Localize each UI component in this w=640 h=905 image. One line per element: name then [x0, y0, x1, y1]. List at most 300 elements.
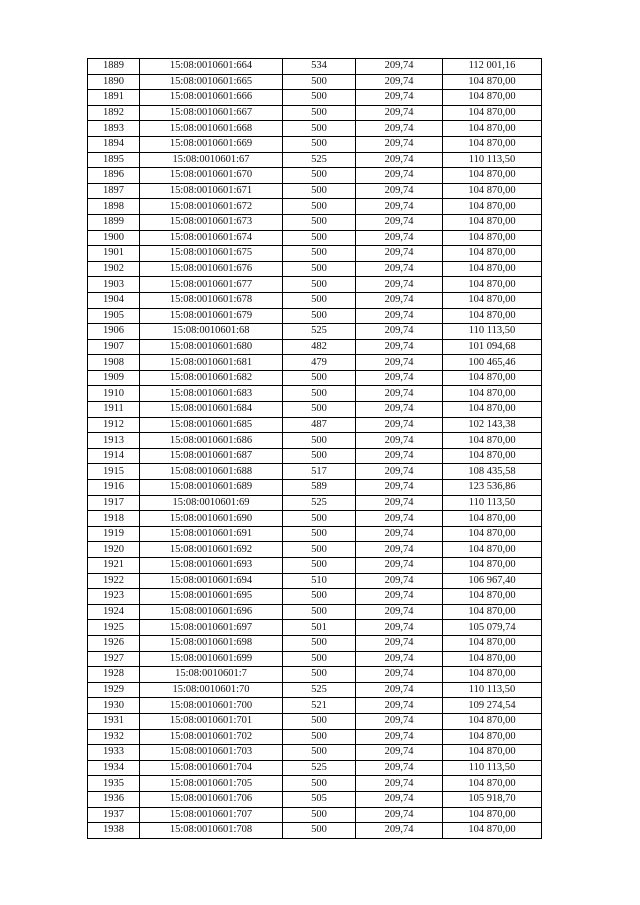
table-row	[88, 807, 542, 823]
value-cell: 104 870,00	[443, 511, 542, 527]
cadastral-number-cell: 15:08:0010601:683	[140, 386, 283, 402]
cadastral-number-cell: 15:08:0010601:701	[140, 713, 283, 729]
table-row	[88, 355, 542, 371]
rate-cell: 209,74	[356, 823, 443, 839]
value-cell: 104 870,00	[443, 776, 542, 792]
cadastral-number-cell: 15:08:0010601:682	[140, 370, 283, 386]
area-cell: 500	[283, 667, 356, 683]
row-number-cell: 1938	[88, 823, 140, 839]
area-cell: 500	[283, 183, 356, 199]
row-number-cell: 1921	[88, 558, 140, 574]
row-number-cell: 1902	[88, 261, 140, 277]
cadastral-number-cell: 15:08:0010601:69	[140, 495, 283, 511]
row-number-cell: 1890	[88, 74, 140, 90]
row-number-cell: 1933	[88, 745, 140, 761]
table-row	[88, 698, 542, 714]
value-cell: 104 870,00	[443, 214, 542, 230]
value-cell: 104 870,00	[443, 292, 542, 308]
rate-cell: 209,74	[356, 635, 443, 651]
row-number-cell: 1915	[88, 464, 140, 480]
area-cell: 517	[283, 464, 356, 480]
value-cell: 104 870,00	[443, 558, 542, 574]
row-number-cell: 1917	[88, 495, 140, 511]
rate-cell: 209,74	[356, 589, 443, 605]
rate-cell: 209,74	[356, 214, 443, 230]
table-row	[88, 417, 542, 433]
rate-cell: 209,74	[356, 105, 443, 121]
table-row	[88, 448, 542, 464]
value-cell: 105 918,70	[443, 791, 542, 807]
value-cell: 112 001,16	[443, 59, 542, 75]
rate-cell: 209,74	[356, 760, 443, 776]
area-cell: 500	[283, 90, 356, 106]
rate-cell: 209,74	[356, 729, 443, 745]
row-number-cell: 1900	[88, 230, 140, 246]
table-row	[88, 589, 542, 605]
cadastral-number-cell: 15:08:0010601:685	[140, 417, 283, 433]
area-cell: 500	[283, 168, 356, 184]
rate-cell: 209,74	[356, 807, 443, 823]
row-number-cell: 1899	[88, 214, 140, 230]
rate-cell: 209,74	[356, 402, 443, 418]
value-cell: 104 870,00	[443, 105, 542, 121]
value-cell: 101 094,68	[443, 339, 542, 355]
cadastral-number-cell: 15:08:0010601:703	[140, 745, 283, 761]
cadastral-number-cell: 15:08:0010601:702	[140, 729, 283, 745]
cadastral-number-cell: 15:08:0010601:679	[140, 308, 283, 324]
row-number-cell: 1897	[88, 183, 140, 199]
table-row	[88, 823, 542, 839]
row-number-cell: 1898	[88, 199, 140, 215]
cadastral-number-cell: 15:08:0010601:675	[140, 246, 283, 262]
cadastral-number-cell: 15:08:0010601:698	[140, 635, 283, 651]
value-cell: 104 870,00	[443, 402, 542, 418]
value-cell: 104 870,00	[443, 90, 542, 106]
value-cell: 108 435,58	[443, 464, 542, 480]
value-cell: 104 870,00	[443, 589, 542, 605]
row-number-cell: 1934	[88, 760, 140, 776]
rate-cell: 209,74	[356, 776, 443, 792]
value-cell: 106 967,40	[443, 573, 542, 589]
rate-cell: 209,74	[356, 682, 443, 698]
cadastral-number-cell: 15:08:0010601:690	[140, 511, 283, 527]
value-cell: 104 870,00	[443, 542, 542, 558]
cadastral-number-cell: 15:08:0010601:669	[140, 136, 283, 152]
cadastral-number-cell: 15:08:0010601:686	[140, 433, 283, 449]
cadastral-number-cell: 15:08:0010601:673	[140, 214, 283, 230]
rate-cell: 209,74	[356, 74, 443, 90]
row-number-cell: 1931	[88, 713, 140, 729]
table-row	[88, 59, 542, 75]
cadastral-number-cell: 15:08:0010601:664	[140, 59, 283, 75]
area-cell: 500	[283, 542, 356, 558]
cadastral-number-cell: 15:08:0010601:693	[140, 558, 283, 574]
area-cell: 500	[283, 308, 356, 324]
rate-cell: 209,74	[356, 526, 443, 542]
rate-cell: 209,74	[356, 495, 443, 511]
rate-cell: 209,74	[356, 745, 443, 761]
area-cell: 500	[283, 776, 356, 792]
area-cell: 500	[283, 433, 356, 449]
area-cell: 500	[283, 261, 356, 277]
table-row	[88, 199, 542, 215]
value-cell: 104 870,00	[443, 667, 542, 683]
area-cell: 500	[283, 136, 356, 152]
cadastral-number-cell: 15:08:0010601:695	[140, 589, 283, 605]
row-number-cell: 1912	[88, 417, 140, 433]
area-cell: 501	[283, 620, 356, 636]
rate-cell: 209,74	[356, 121, 443, 137]
value-cell: 110 113,50	[443, 760, 542, 776]
rate-cell: 209,74	[356, 90, 443, 106]
table-row	[88, 324, 542, 340]
table-row	[88, 713, 542, 729]
area-cell: 500	[283, 823, 356, 839]
rate-cell: 209,74	[356, 448, 443, 464]
rate-cell: 209,74	[356, 480, 443, 496]
cadastral-number-cell: 15:08:0010601:671	[140, 183, 283, 199]
rate-cell: 209,74	[356, 511, 443, 527]
area-cell: 500	[283, 511, 356, 527]
row-number-cell: 1891	[88, 90, 140, 106]
table-row	[88, 136, 542, 152]
table-row	[88, 74, 542, 90]
rate-cell: 209,74	[356, 573, 443, 589]
cadastral-number-cell: 15:08:0010601:667	[140, 105, 283, 121]
area-cell: 500	[283, 807, 356, 823]
row-number-cell: 1922	[88, 573, 140, 589]
row-number-cell: 1923	[88, 589, 140, 605]
area-cell: 500	[283, 589, 356, 605]
table-row	[88, 168, 542, 184]
table-row	[88, 542, 542, 558]
area-cell: 500	[283, 292, 356, 308]
area-cell: 500	[283, 386, 356, 402]
rate-cell: 209,74	[356, 246, 443, 262]
area-cell: 525	[283, 324, 356, 340]
rate-cell: 209,74	[356, 59, 443, 75]
row-number-cell: 1906	[88, 324, 140, 340]
rate-cell: 209,74	[356, 433, 443, 449]
area-cell: 500	[283, 526, 356, 542]
table-row	[88, 370, 542, 386]
area-cell: 525	[283, 495, 356, 511]
row-number-cell: 1937	[88, 807, 140, 823]
cadastral-number-cell: 15:08:0010601:674	[140, 230, 283, 246]
cadastral-number-cell: 15:08:0010601:707	[140, 807, 283, 823]
rate-cell: 209,74	[356, 308, 443, 324]
table-body	[88, 59, 542, 839]
table-row	[88, 292, 542, 308]
cadastral-number-cell: 15:08:0010601:694	[140, 573, 283, 589]
row-number-cell: 1932	[88, 729, 140, 745]
value-cell: 104 870,00	[443, 713, 542, 729]
row-number-cell: 1919	[88, 526, 140, 542]
table-row	[88, 729, 542, 745]
value-cell: 104 870,00	[443, 168, 542, 184]
rate-cell: 209,74	[356, 183, 443, 199]
value-cell: 104 870,00	[443, 448, 542, 464]
rate-cell: 209,74	[356, 339, 443, 355]
cadastral-number-cell: 15:08:0010601:678	[140, 292, 283, 308]
cadastral-number-cell: 15:08:0010601:68	[140, 324, 283, 340]
cadastral-number-cell: 15:08:0010601:689	[140, 480, 283, 496]
rate-cell: 209,74	[356, 324, 443, 340]
rate-cell: 209,74	[356, 464, 443, 480]
value-cell: 104 870,00	[443, 729, 542, 745]
table-row	[88, 339, 542, 355]
table-row	[88, 214, 542, 230]
value-cell: 102 143,38	[443, 417, 542, 433]
rate-cell: 209,74	[356, 417, 443, 433]
area-cell: 500	[283, 277, 356, 293]
row-number-cell: 1903	[88, 277, 140, 293]
cadastral-number-cell: 15:08:0010601:699	[140, 651, 283, 667]
area-cell: 500	[283, 729, 356, 745]
area-cell: 589	[283, 480, 356, 496]
value-cell: 104 870,00	[443, 604, 542, 620]
table-row	[88, 791, 542, 807]
cadastral-number-cell: 15:08:0010601:670	[140, 168, 283, 184]
table-row	[88, 745, 542, 761]
rate-cell: 209,74	[356, 698, 443, 714]
cadastral-number-cell: 15:08:0010601:708	[140, 823, 283, 839]
value-cell: 104 870,00	[443, 230, 542, 246]
table-row	[88, 480, 542, 496]
cadastral-number-cell: 15:08:0010601:67	[140, 152, 283, 168]
rate-cell: 209,74	[356, 620, 443, 636]
cadastral-number-cell: 15:08:0010601:684	[140, 402, 283, 418]
table-row	[88, 760, 542, 776]
row-number-cell: 1892	[88, 105, 140, 121]
cadastral-number-cell: 15:08:0010601:706	[140, 791, 283, 807]
cadastral-number-cell: 15:08:0010601:700	[140, 698, 283, 714]
value-cell: 104 870,00	[443, 121, 542, 137]
table-row	[88, 230, 542, 246]
value-cell: 104 870,00	[443, 183, 542, 199]
rate-cell: 209,74	[356, 152, 443, 168]
row-number-cell: 1911	[88, 402, 140, 418]
cadastral-number-cell: 15:08:0010601:680	[140, 339, 283, 355]
row-number-cell: 1930	[88, 698, 140, 714]
row-number-cell: 1904	[88, 292, 140, 308]
area-cell: 500	[283, 713, 356, 729]
row-number-cell: 1910	[88, 386, 140, 402]
table-row	[88, 261, 542, 277]
table-row	[88, 604, 542, 620]
area-cell: 500	[283, 105, 356, 121]
row-number-cell: 1889	[88, 59, 140, 75]
rate-cell: 209,74	[356, 370, 443, 386]
cadastral-number-cell: 15:08:0010601:676	[140, 261, 283, 277]
table-row	[88, 511, 542, 527]
table-row	[88, 105, 542, 121]
row-number-cell: 1905	[88, 308, 140, 324]
value-cell: 110 113,50	[443, 324, 542, 340]
value-cell: 104 870,00	[443, 433, 542, 449]
cadastral-number-cell: 15:08:0010601:666	[140, 90, 283, 106]
cadastral-number-cell: 15:08:0010601:687	[140, 448, 283, 464]
table-row	[88, 573, 542, 589]
table-row	[88, 277, 542, 293]
area-cell: 500	[283, 651, 356, 667]
area-cell: 500	[283, 230, 356, 246]
cadastral-number-cell: 15:08:0010601:668	[140, 121, 283, 137]
value-cell: 104 870,00	[443, 386, 542, 402]
table-row	[88, 183, 542, 199]
area-cell: 500	[283, 214, 356, 230]
rate-cell: 209,74	[356, 713, 443, 729]
area-cell: 500	[283, 199, 356, 215]
row-number-cell: 1918	[88, 511, 140, 527]
area-cell: 500	[283, 370, 356, 386]
table-row	[88, 776, 542, 792]
rate-cell: 209,74	[356, 667, 443, 683]
row-number-cell: 1928	[88, 667, 140, 683]
row-number-cell: 1916	[88, 480, 140, 496]
area-cell: 482	[283, 339, 356, 355]
row-number-cell: 1929	[88, 682, 140, 698]
rate-cell: 209,74	[356, 542, 443, 558]
value-cell: 104 870,00	[443, 823, 542, 839]
row-number-cell: 1909	[88, 370, 140, 386]
rate-cell: 209,74	[356, 199, 443, 215]
cadastral-number-cell: 15:08:0010601:688	[140, 464, 283, 480]
value-cell: 104 870,00	[443, 246, 542, 262]
value-cell: 110 113,50	[443, 682, 542, 698]
cadastral-number-cell: 15:08:0010601:692	[140, 542, 283, 558]
area-cell: 500	[283, 745, 356, 761]
rate-cell: 209,74	[356, 292, 443, 308]
area-cell: 525	[283, 760, 356, 776]
value-cell: 104 870,00	[443, 261, 542, 277]
value-cell: 104 870,00	[443, 370, 542, 386]
table-row	[88, 90, 542, 106]
table-row	[88, 152, 542, 168]
row-number-cell: 1894	[88, 136, 140, 152]
value-cell: 104 870,00	[443, 807, 542, 823]
area-cell: 500	[283, 635, 356, 651]
area-cell: 510	[283, 573, 356, 589]
value-cell: 109 274,54	[443, 698, 542, 714]
rate-cell: 209,74	[356, 261, 443, 277]
table-row	[88, 386, 542, 402]
cadastral-table	[87, 58, 542, 839]
value-cell: 104 870,00	[443, 745, 542, 761]
rate-cell: 209,74	[356, 791, 443, 807]
rate-cell: 209,74	[356, 386, 443, 402]
cadastral-number-cell: 15:08:0010601:70	[140, 682, 283, 698]
cadastral-number-cell: 15:08:0010601:672	[140, 199, 283, 215]
row-number-cell: 1914	[88, 448, 140, 464]
row-number-cell: 1901	[88, 246, 140, 262]
rate-cell: 209,74	[356, 136, 443, 152]
cadastral-number-cell: 15:08:0010601:677	[140, 277, 283, 293]
rate-cell: 209,74	[356, 230, 443, 246]
area-cell: 500	[283, 74, 356, 90]
table-row	[88, 246, 542, 262]
table-row	[88, 464, 542, 480]
row-number-cell: 1927	[88, 651, 140, 667]
table-row	[88, 495, 542, 511]
rate-cell: 209,74	[356, 558, 443, 574]
value-cell: 110 113,50	[443, 495, 542, 511]
cadastral-number-cell: 15:08:0010601:691	[140, 526, 283, 542]
area-cell: 500	[283, 402, 356, 418]
row-number-cell: 1926	[88, 635, 140, 651]
cadastral-number-cell: 15:08:0010601:696	[140, 604, 283, 620]
table-row	[88, 682, 542, 698]
area-cell: 487	[283, 417, 356, 433]
area-cell: 500	[283, 604, 356, 620]
row-number-cell: 1893	[88, 121, 140, 137]
cadastral-number-cell: 15:08:0010601:7	[140, 667, 283, 683]
area-cell: 500	[283, 448, 356, 464]
table-row	[88, 526, 542, 542]
cadastral-number-cell: 15:08:0010601:705	[140, 776, 283, 792]
table-row	[88, 308, 542, 324]
cadastral-number-cell: 15:08:0010601:681	[140, 355, 283, 371]
row-number-cell: 1913	[88, 433, 140, 449]
area-cell: 500	[283, 121, 356, 137]
rate-cell: 209,74	[356, 168, 443, 184]
table-row	[88, 433, 542, 449]
rate-cell: 209,74	[356, 604, 443, 620]
row-number-cell: 1936	[88, 791, 140, 807]
value-cell: 104 870,00	[443, 136, 542, 152]
value-cell: 104 870,00	[443, 308, 542, 324]
value-cell: 123 536,86	[443, 480, 542, 496]
table-row	[88, 402, 542, 418]
row-number-cell: 1907	[88, 339, 140, 355]
value-cell: 104 870,00	[443, 277, 542, 293]
row-number-cell: 1895	[88, 152, 140, 168]
row-number-cell: 1896	[88, 168, 140, 184]
area-cell: 500	[283, 558, 356, 574]
table-row	[88, 121, 542, 137]
table-row	[88, 635, 542, 651]
value-cell: 104 870,00	[443, 635, 542, 651]
rate-cell: 209,74	[356, 651, 443, 667]
area-cell: 525	[283, 152, 356, 168]
rate-cell: 209,74	[356, 277, 443, 293]
value-cell: 105 079,74	[443, 620, 542, 636]
area-cell: 521	[283, 698, 356, 714]
table-row	[88, 558, 542, 574]
area-cell: 534	[283, 59, 356, 75]
value-cell: 110 113,50	[443, 152, 542, 168]
row-number-cell: 1920	[88, 542, 140, 558]
table-row	[88, 667, 542, 683]
area-cell: 525	[283, 682, 356, 698]
table-row	[88, 651, 542, 667]
table-row	[88, 620, 542, 636]
value-cell: 104 870,00	[443, 651, 542, 667]
area-cell: 500	[283, 246, 356, 262]
value-cell: 104 870,00	[443, 74, 542, 90]
value-cell: 104 870,00	[443, 199, 542, 215]
cadastral-number-cell: 15:08:0010601:665	[140, 74, 283, 90]
value-cell: 100 465,46	[443, 355, 542, 371]
area-cell: 505	[283, 791, 356, 807]
value-cell: 104 870,00	[443, 526, 542, 542]
row-number-cell: 1924	[88, 604, 140, 620]
row-number-cell: 1925	[88, 620, 140, 636]
row-number-cell: 1908	[88, 355, 140, 371]
cadastral-number-cell: 15:08:0010601:697	[140, 620, 283, 636]
row-number-cell: 1935	[88, 776, 140, 792]
rate-cell: 209,74	[356, 355, 443, 371]
